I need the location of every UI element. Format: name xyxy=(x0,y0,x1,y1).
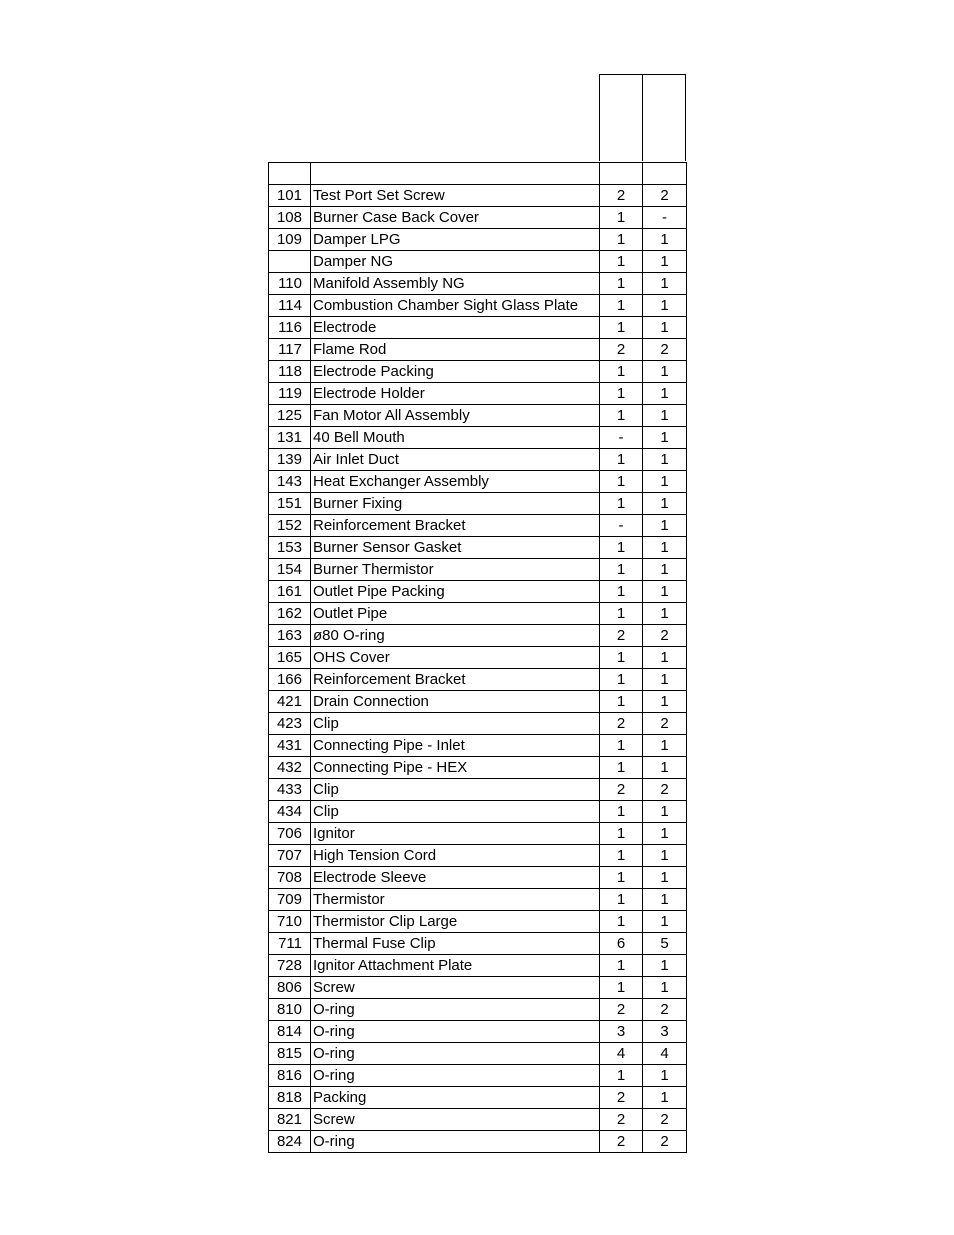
quantity-1-cell: 1 xyxy=(600,361,643,383)
table-row xyxy=(269,471,687,493)
part-number-cell: 131 xyxy=(269,427,311,449)
part-number-cell: 421 xyxy=(269,691,311,713)
quantity-1-cell: 1 xyxy=(600,537,643,559)
part-name-cell: ø80 O-ring xyxy=(311,625,600,647)
quantity-1-cell: 2 xyxy=(600,339,643,361)
quantity-2-cell: 1 xyxy=(643,317,687,339)
part-name-cell: Ignitor xyxy=(311,823,600,845)
part-number-cell: 818 xyxy=(269,1087,311,1109)
quantity-2-cell: 2 xyxy=(643,713,687,735)
quantity-2-cell: 1 xyxy=(643,845,687,867)
part-name-cell: Screw xyxy=(311,977,600,999)
quantity-1-cell: 1 xyxy=(600,229,643,251)
quantity-2-cell: 4 xyxy=(643,1043,687,1065)
quantity-2-cell: 3 xyxy=(643,1021,687,1043)
parts-table-body xyxy=(269,163,687,1153)
quantity-2-cell: 1 xyxy=(643,757,687,779)
quantity-2-cell: 2 xyxy=(643,339,687,361)
part-name-cell: Packing xyxy=(311,1087,600,1109)
part-number-cell: 153 xyxy=(269,537,311,559)
table-row xyxy=(269,735,687,757)
quantity-2-cell: 1 xyxy=(643,647,687,669)
part-name-cell: Fan Motor All Assembly xyxy=(311,405,600,427)
part-name-cell: Clip xyxy=(311,713,600,735)
part-number-cell: 433 xyxy=(269,779,311,801)
table-row xyxy=(269,581,687,603)
quantity-1-cell: - xyxy=(600,427,643,449)
quantity-1-cell: 1 xyxy=(600,757,643,779)
table-row xyxy=(269,757,687,779)
quantity-2-cell: 1 xyxy=(643,889,687,911)
part-number-cell: 711 xyxy=(269,933,311,955)
quantity-1-cell: 1 xyxy=(600,295,643,317)
quantity-2-cell: 1 xyxy=(643,427,687,449)
quantity-2-cell: 1 xyxy=(643,559,687,581)
part-number-cell: 806 xyxy=(269,977,311,999)
table-row xyxy=(269,405,687,427)
part-number-cell: 423 xyxy=(269,713,311,735)
quantity-1-cell: 1 xyxy=(600,1065,643,1087)
part-number-cell: 162 xyxy=(269,603,311,625)
part-number-cell: 114 xyxy=(269,295,311,317)
part-name-cell: Burner Sensor Gasket xyxy=(311,537,600,559)
table-row xyxy=(269,515,687,537)
table-row xyxy=(269,449,687,471)
part-number-cell: 166 xyxy=(269,669,311,691)
table-row xyxy=(269,823,687,845)
quantity-2-cell: 2 xyxy=(643,779,687,801)
quantity-2-cell: 1 xyxy=(643,273,687,295)
quantity-2-cell: 1 xyxy=(643,603,687,625)
table-row xyxy=(269,1043,687,1065)
table-row xyxy=(269,955,687,977)
part-number-cell: 161 xyxy=(269,581,311,603)
table-row xyxy=(269,647,687,669)
quantity-2-cell: - xyxy=(643,207,687,229)
part-name-cell: Thermistor Clip Large xyxy=(311,911,600,933)
quantity-1-cell: 1 xyxy=(600,801,643,823)
part-name-cell: Flame Rod xyxy=(311,339,600,361)
quantity-2-cell: 1 xyxy=(643,361,687,383)
quantity-1-cell: 1 xyxy=(600,911,643,933)
quantity-2-cell: 1 xyxy=(643,295,687,317)
part-number-cell: 151 xyxy=(269,493,311,515)
quantity-1-cell: - xyxy=(600,515,643,537)
part-number-cell: 431 xyxy=(269,735,311,757)
quantity-1-cell: 1 xyxy=(600,317,643,339)
part-name-cell: Electrode xyxy=(311,317,600,339)
part-number-cell: 708 xyxy=(269,867,311,889)
part-name-cell: Clip xyxy=(311,779,600,801)
table-row xyxy=(269,911,687,933)
quantity-2-cell: 1 xyxy=(643,515,687,537)
quantity-2-cell: 2 xyxy=(643,1109,687,1131)
header-cell-qty-2 xyxy=(642,74,686,161)
quantity-2-cell: 1 xyxy=(643,581,687,603)
part-name-cell: Burner Thermistor xyxy=(311,559,600,581)
quantity-2-cell: 1 xyxy=(643,471,687,493)
quantity-1-cell: 1 xyxy=(600,889,643,911)
part-name-cell: O-ring xyxy=(311,1065,600,1087)
part-name-cell: Damper LPG xyxy=(311,229,600,251)
table-row xyxy=(269,427,687,449)
part-name-cell: Reinforcement Bracket xyxy=(311,515,600,537)
part-number-cell: 824 xyxy=(269,1131,311,1153)
part-name-cell: Connecting Pipe - HEX xyxy=(311,757,600,779)
blank-cell xyxy=(600,163,643,185)
quantity-1-cell: 1 xyxy=(600,955,643,977)
part-name-cell: Damper NG xyxy=(311,251,600,273)
part-number-cell: 814 xyxy=(269,1021,311,1043)
part-number-cell: 109 xyxy=(269,229,311,251)
part-name-cell: Combustion Chamber Sight Glass Plate xyxy=(311,295,600,317)
table-row xyxy=(269,273,687,295)
quantity-1-cell: 2 xyxy=(600,999,643,1021)
quantity-2-cell: 1 xyxy=(643,911,687,933)
quantity-2-cell: 1 xyxy=(643,735,687,757)
quantity-1-cell: 1 xyxy=(600,273,643,295)
part-name-cell: Electrode Sleeve xyxy=(311,867,600,889)
quantity-2-cell: 2 xyxy=(643,999,687,1021)
part-number-cell: 154 xyxy=(269,559,311,581)
part-number-cell: 432 xyxy=(269,757,311,779)
part-number-cell: 815 xyxy=(269,1043,311,1065)
part-number-cell: 118 xyxy=(269,361,311,383)
table-blank-row xyxy=(269,163,687,185)
quantity-1-cell: 2 xyxy=(600,1131,643,1153)
part-number-cell: 125 xyxy=(269,405,311,427)
quantity-2-cell: 2 xyxy=(643,185,687,207)
table-row xyxy=(269,537,687,559)
quantity-2-cell: 2 xyxy=(643,625,687,647)
part-number-cell: 163 xyxy=(269,625,311,647)
table-row xyxy=(269,361,687,383)
part-name-cell: Reinforcement Bracket xyxy=(311,669,600,691)
quantity-1-cell: 1 xyxy=(600,691,643,713)
part-number-cell: 710 xyxy=(269,911,311,933)
quantity-1-cell: 1 xyxy=(600,207,643,229)
table-row xyxy=(269,779,687,801)
part-name-cell: Manifold Assembly NG xyxy=(311,273,600,295)
part-number-cell: 110 xyxy=(269,273,311,295)
part-name-cell: Air Inlet Duct xyxy=(311,449,600,471)
table-row xyxy=(269,1109,687,1131)
quantity-1-cell: 1 xyxy=(600,735,643,757)
part-number-cell: 816 xyxy=(269,1065,311,1087)
part-number-cell: 101 xyxy=(269,185,311,207)
part-number-cell: 810 xyxy=(269,999,311,1021)
part-name-cell: Burner Fixing xyxy=(311,493,600,515)
quantity-2-cell: 2 xyxy=(643,1131,687,1153)
quantity-2-cell: 1 xyxy=(643,1065,687,1087)
table-row xyxy=(269,669,687,691)
table-row xyxy=(269,845,687,867)
quantity-1-cell: 2 xyxy=(600,779,643,801)
quantity-1-cell: 1 xyxy=(600,845,643,867)
quantity-2-cell: 1 xyxy=(643,867,687,889)
quantity-1-cell: 1 xyxy=(600,867,643,889)
quantity-1-cell: 1 xyxy=(600,383,643,405)
part-number-cell: 821 xyxy=(269,1109,311,1131)
quantity-1-cell: 1 xyxy=(600,603,643,625)
blank-cell xyxy=(311,163,600,185)
part-name-cell: Electrode Packing xyxy=(311,361,600,383)
quantity-1-cell: 1 xyxy=(600,823,643,845)
part-name-cell: 40 Bell Mouth xyxy=(311,427,600,449)
quantity-2-cell: 1 xyxy=(643,955,687,977)
part-number-cell: 139 xyxy=(269,449,311,471)
part-name-cell: Ignitor Attachment Plate xyxy=(311,955,600,977)
part-number-cell: 165 xyxy=(269,647,311,669)
quantity-2-cell: 1 xyxy=(643,691,687,713)
part-name-cell: O-ring xyxy=(311,1131,600,1153)
quantity-1-cell: 6 xyxy=(600,933,643,955)
part-name-cell: O-ring xyxy=(311,999,600,1021)
part-name-cell: OHS Cover xyxy=(311,647,600,669)
table-row xyxy=(269,977,687,999)
table-row xyxy=(269,317,687,339)
part-name-cell: Outlet Pipe Packing xyxy=(311,581,600,603)
quantity-1-cell: 2 xyxy=(600,625,643,647)
quantity-2-cell: 1 xyxy=(643,229,687,251)
header-cell-qty-1 xyxy=(599,74,643,161)
table-row xyxy=(269,229,687,251)
quantity-2-cell: 1 xyxy=(643,801,687,823)
quantity-1-cell: 1 xyxy=(600,559,643,581)
quantity-1-cell: 3 xyxy=(600,1021,643,1043)
quantity-2-cell: 1 xyxy=(643,1087,687,1109)
table-row xyxy=(269,625,687,647)
table-row xyxy=(269,603,687,625)
part-name-cell: Electrode Holder xyxy=(311,383,600,405)
part-number-cell xyxy=(269,251,311,273)
part-name-cell: Screw xyxy=(311,1109,600,1131)
table-row xyxy=(269,1087,687,1109)
quantity-1-cell: 1 xyxy=(600,977,643,999)
quantity-2-cell: 5 xyxy=(643,933,687,955)
quantity-1-cell: 1 xyxy=(600,471,643,493)
part-name-cell: Drain Connection xyxy=(311,691,600,713)
blank-cell xyxy=(643,163,687,185)
table-row xyxy=(269,207,687,229)
table-row xyxy=(269,383,687,405)
part-name-cell: Burner Case Back Cover xyxy=(311,207,600,229)
table-header-area xyxy=(268,74,686,162)
quantity-1-cell: 1 xyxy=(600,647,643,669)
quantity-2-cell: 1 xyxy=(643,405,687,427)
part-number-cell: 434 xyxy=(269,801,311,823)
quantity-1-cell: 2 xyxy=(600,713,643,735)
table-row xyxy=(269,251,687,273)
part-number-cell: 728 xyxy=(269,955,311,977)
parts-list-sheet xyxy=(268,74,686,1153)
part-name-cell: O-ring xyxy=(311,1043,600,1065)
quantity-2-cell: 1 xyxy=(643,383,687,405)
table-row xyxy=(269,339,687,361)
quantity-1-cell: 1 xyxy=(600,405,643,427)
table-row xyxy=(269,889,687,911)
table-row xyxy=(269,559,687,581)
part-name-cell: Outlet Pipe xyxy=(311,603,600,625)
table-row xyxy=(269,1065,687,1087)
quantity-1-cell: 4 xyxy=(600,1043,643,1065)
quantity-1-cell: 1 xyxy=(600,581,643,603)
quantity-2-cell: 1 xyxy=(643,251,687,273)
quantity-2-cell: 1 xyxy=(643,669,687,691)
quantity-2-cell: 1 xyxy=(643,449,687,471)
table-row xyxy=(269,801,687,823)
quantity-1-cell: 1 xyxy=(600,493,643,515)
quantity-1-cell: 1 xyxy=(600,251,643,273)
quantity-1-cell: 2 xyxy=(600,1087,643,1109)
part-name-cell: Heat Exchanger Assembly xyxy=(311,471,600,493)
part-number-cell: 116 xyxy=(269,317,311,339)
table-row xyxy=(269,1131,687,1153)
part-number-cell: 143 xyxy=(269,471,311,493)
part-name-cell: Thermal Fuse Clip xyxy=(311,933,600,955)
table-row xyxy=(269,999,687,1021)
part-number-cell: 706 xyxy=(269,823,311,845)
quantity-1-cell: 1 xyxy=(600,669,643,691)
part-name-cell: Clip xyxy=(311,801,600,823)
part-number-cell: 709 xyxy=(269,889,311,911)
quantity-2-cell: 1 xyxy=(643,537,687,559)
table-row xyxy=(269,185,687,207)
part-name-cell: Test Port Set Screw xyxy=(311,185,600,207)
quantity-1-cell: 2 xyxy=(600,1109,643,1131)
parts-table xyxy=(268,162,687,1153)
table-row xyxy=(269,493,687,515)
table-row xyxy=(269,1021,687,1043)
table-row xyxy=(269,713,687,735)
table-row xyxy=(269,933,687,955)
table-row xyxy=(269,691,687,713)
quantity-2-cell: 1 xyxy=(643,977,687,999)
part-number-cell: 117 xyxy=(269,339,311,361)
quantity-2-cell: 1 xyxy=(643,823,687,845)
part-number-cell: 119 xyxy=(269,383,311,405)
part-number-cell: 152 xyxy=(269,515,311,537)
quantity-1-cell: 1 xyxy=(600,449,643,471)
quantity-1-cell: 2 xyxy=(600,185,643,207)
table-row xyxy=(269,867,687,889)
part-number-cell: 108 xyxy=(269,207,311,229)
part-name-cell: O-ring xyxy=(311,1021,600,1043)
part-name-cell: Connecting Pipe - Inlet xyxy=(311,735,600,757)
quantity-2-cell: 1 xyxy=(643,493,687,515)
part-name-cell: Thermistor xyxy=(311,889,600,911)
part-name-cell: High Tension Cord xyxy=(311,845,600,867)
blank-cell xyxy=(269,163,311,185)
part-number-cell: 707 xyxy=(269,845,311,867)
table-row xyxy=(269,295,687,317)
